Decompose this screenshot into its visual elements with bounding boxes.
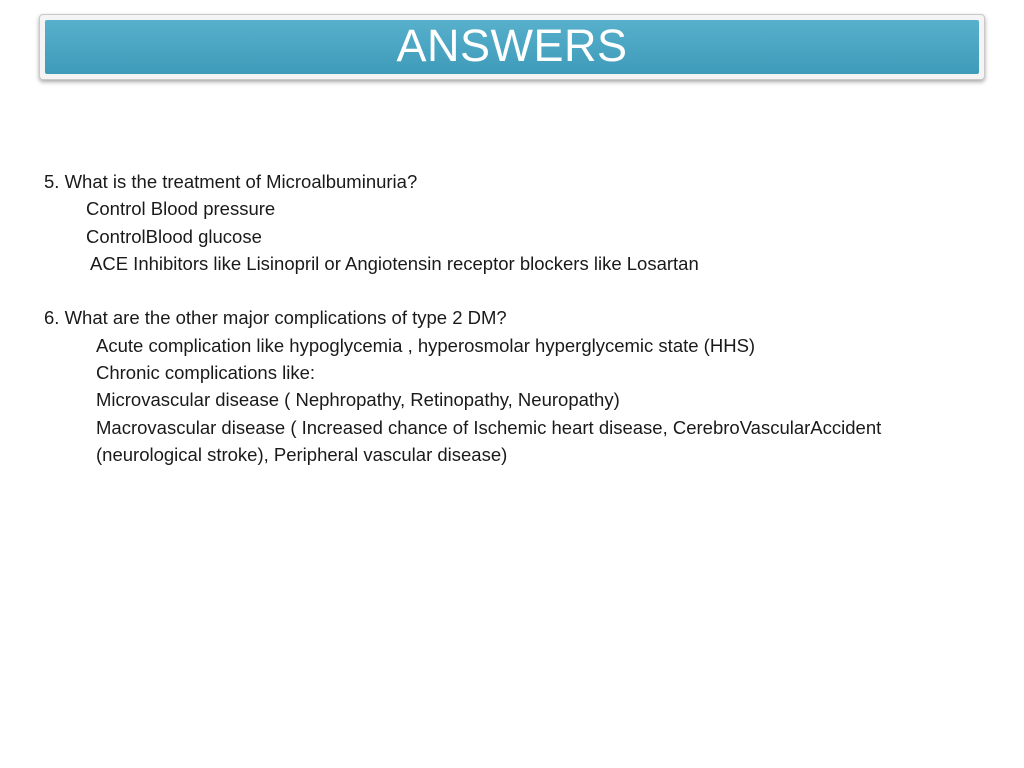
- question-6: 6. What are the other major complications of type 2 DM?: [44, 307, 507, 329]
- spacer: [44, 277, 984, 304]
- title-bar: [45, 20, 979, 74]
- answer-6-1: Acute complication like hypoglycemia , hyperosmolar hyperglycemic state (HHS): [96, 334, 756, 356]
- title-frame: [39, 14, 985, 80]
- answer-6-2: Chronic complications like:: [96, 362, 316, 384]
- answer-6-4: Macrovascular disease ( Increased chance of Ischemic heart disease, CerebroVascularAccident: [96, 416, 882, 438]
- slide-title: ANSWERS: [396, 19, 628, 71]
- answer-5-1: Control Blood pressure: [86, 198, 276, 220]
- answer-5-2: ControlBlood glucose: [86, 225, 262, 247]
- answer-6-5: (neurological stroke), Peripheral vascular disease): [96, 443, 508, 465]
- question-5: 5. What is the treatment of Microalbuminuria?: [44, 171, 418, 192]
- answer-6-3: Microvascular disease ( Nephropathy, Retinopathy, Neuropathy): [96, 389, 620, 411]
- slide-body: [44, 168, 984, 468]
- answer-5-3: ACE Inhibitors like Lisinopril or Angiotensin receptor blockers like Losartan: [90, 252, 699, 274]
